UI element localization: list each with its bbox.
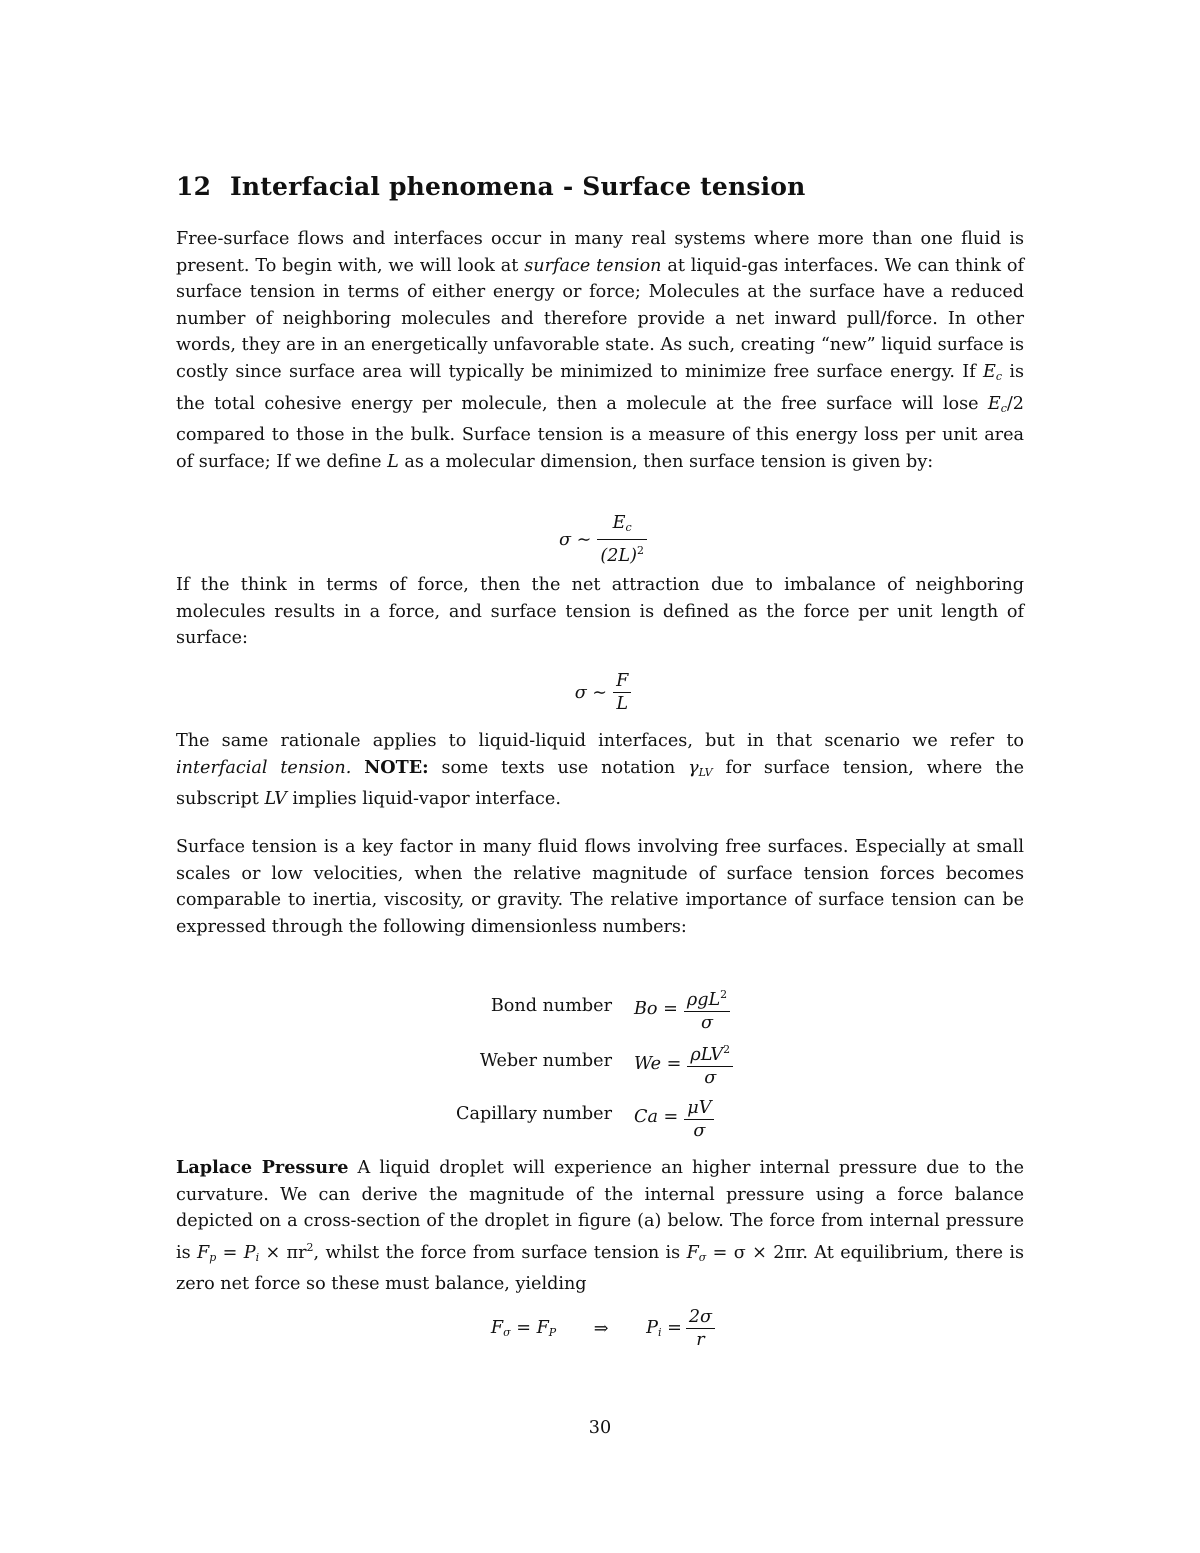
paragraph-interfacial: The same rationale applies to liquid-liquid interfaces, but in that scenario we refer to interfacial tension. NOTE: some texts use notation $\gamma_{LV}$ for surface tension, where the subscript LV implies liquid-vapor interface. xyxy=(176,731,1025,810)
section-number: 12 xyxy=(176,172,212,201)
note-label: NOTE: xyxy=(364,756,429,778)
section-heading xyxy=(176,172,1024,201)
emphasis-interfacial-tension: interfacial tension. xyxy=(176,757,352,778)
paragraph-intro: Free-surface flows and interfaces occur in many real systems where more than one fluid is present. To begin with, we will look at surface tension at liquid-gas interfaces. We can think of surface tension in terms of either energy or force; Molecules at the surface have a reduced number of neighboring molecules and therefore provide a net inward pull/force. In other words, they are in an energetically unfavorable state. As such, creating “new” liquid surface is costly since surface area will typically be minimized to minimize free surface energy. If $E_c$ is the total cohesive energy per molecule, then a molecule at the free surface will lose $E_c/2$ compared to those in the bulk. Surface tension is a measure of this energy loss per unit area of surface; If we define L as a molecular dimension, then surface tension is given by: xyxy=(176,229,1024,472)
fraction: $\frac{E_c}{(2L)^2}$ xyxy=(597,512,647,567)
paragraph-force: If the think in terms of force, then the net attraction due to imbalance of neighboring molecules results in a force, and surface tension is defined as the force per unit length of surface: xyxy=(176,575,1024,649)
document-page: 12 Interfacial phenomena - Surface tension Free-surface flows and interfaces occur in many real systems where more than one fluid is present. To begin with, we will look at surface tension at liquid-gas interfaces. We can think of surface tension in terms of either energy or force; Molecules at the surface have a reduced number of neighboring molecules and therefore provide a net inward pull/force. In other words, they are in an energetically unfavorable state. As such, creating “new” liquid surface is costly since surface area will typically be minimized to minimize free surface energy. If $E_c$ is the total cohesive energy per molecule, then a molecule at the free surface will lose $E_c/2$ compared to those in the bulk. Surface tension is a measure of this energy loss per unit area of surface; If we define L as a molecular dimension, then surface tension is given by: σ ∼ $\frac{E_c}{(2L)^2}$ If the think in terms of force, then the net attraction due to imbalance of neighboring molecules results in a force, and surface tension is defined as the force per unit length of surface: σ ∼ $\frac{F}{L}$ The same rationale applies to liquid-liquid interfaces, but in that scenario we refer to interfacial tension. NOTE: some texts use notation $\gamma_{LV}$ for surface tension, where the subscript LV implies liquid-vapor interface. Surface tension is a key factor in many fluid flows involving free surfaces. Especially at small scales or low velocities, when the relative magnitude of surface tension forces becomes comparable to inertia, viscosity, or gravity. The relative importance of surface tension can be expressed through the following dimensionless numbers: Bond number Bo = $\frac{\rho gL^2}{\sigma}$ Weber number We = $\frac{\rho LV^2}{\sigma}$ Capillary number Ca = $\frac{\mu V}{\sigma}$ Laplace Pressure A liquid droplet will experience an higher internal pressure due to the curvature. We can derive the magnitude of the internal pressure using a force balance depicted on a cross-section of the droplet in figure (a) below. The force from internal pressure is $F_p = P_i \times \pi r^2$, whilst the force from surface tension is $F_\sigma = \sigma \times 2\pi r$. At equilibrium, there is zero net force so these must balance, yielding $F_\sigma = F_P$ ⇒ $P_i$ = $\frac{2\sigma}{r}$ 30 xyxy=(0,0,1200,1553)
fraction: $\frac{F}{L}$ xyxy=(613,670,631,715)
implies-arrow: ⇒ xyxy=(593,1318,609,1339)
paragraph-laplace: Laplace Pressure A liquid droplet will experience an higher internal pressure due to the curvature. We can derive the magnitude of the internal pressure using a force balance depicted on a cross-section of the droplet in figure (a) below. The force from internal pressure is $F_p = P_i \times \pi r^2$, whilst the force from surface tension is $F_\sigma = \sigma \times 2\pi r$. At equilibrium, there is zero net force so these must balance, yielding xyxy=(176,1157,1024,1295)
laplace-title: Laplace Pressure xyxy=(176,1157,349,1178)
section-title: Interfacial phenomena - Surface tension xyxy=(230,172,806,201)
equation-energy: σ ∼ $\frac{E_c}{(2L)^2}$ xyxy=(176,512,1024,567)
equation-laplace: $F_\sigma = F_P$ ⇒ $P_i$ = $\frac{2\sigma}{r}$ xyxy=(176,1306,1024,1351)
emphasis-surface-tension: surface tension xyxy=(524,255,662,276)
page-number: 30 xyxy=(588,1418,612,1438)
equation-force: σ ∼ $\frac{F}{L}$ xyxy=(176,670,1024,715)
paragraph-dimensionless: Surface tension is a key factor in many fluid flows involving free surfaces. Especially at small scales or low velocities, when the relative magnitude of surface tension forces becomes comparable to inertia, viscosity, or gravity. The relative importance of surface tension can be expressed through the following dimensionless numbers: xyxy=(176,837,1024,937)
